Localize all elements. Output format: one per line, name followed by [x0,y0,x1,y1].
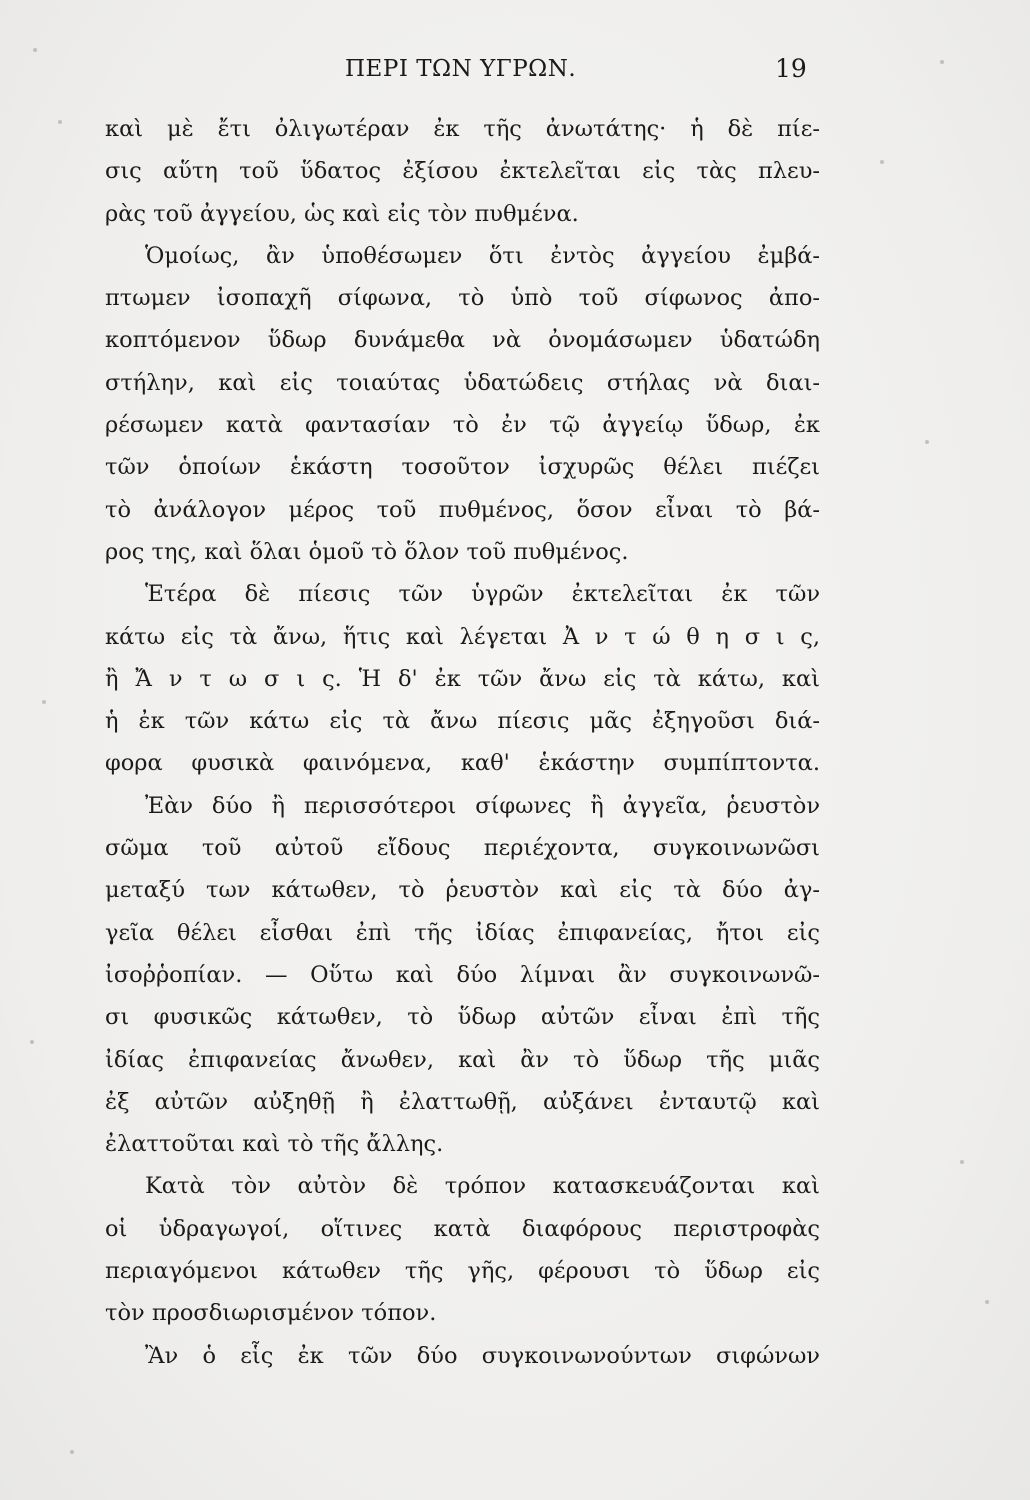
paper-speck [33,48,37,52]
paragraph-start-line: Κατὰ τὸν αὐτὸν δὲ τρόπον κατασκευάζονται καὶ [145,1173,820,1200]
paragraph-start-line: Ἐὰν δύο ἢ περισσότεροι σίφωνες ἢ ἀγγεῖα, ῥευστὸν [145,792,820,819]
text-line: φορα φυσικὰ φαινόμενα, καθ' ἑκάστην συμπίπτοντα. [105,750,820,777]
text-line: ρέσωμεν κατὰ φαντασίαν τὸ ἐν τῷ ἀγγείῳ ὕδωρ, ἐκ [105,412,820,439]
paper-speck [940,60,944,64]
page-number: 19 [775,54,807,83]
text-line: πτωμεν ἰσοπαχῆ σίφωνα, τὸ ὑπὸ τοῦ σίφωνος ἀπο- [105,285,820,312]
page-header [0,50,1030,90]
text-line: τὸν προσδιωρισμένον τόπον. [105,1300,437,1327]
text-line: σι φυσικῶς κάτωθεν, τὸ ὕδωρ αὐτῶν εἶναι ἐπὶ τῆς [105,1004,820,1031]
paper-speck [30,1040,34,1044]
running-title: ΠΕΡΙ ΤΩΝ ΥΓΡΩΝ. [345,56,577,82]
text-line: ἐξ αὐτῶν αὐξηθῇ ἢ ἐλαττωθῇ, αὐξάνει ἐνταυτῷ καὶ [105,1088,820,1115]
text-line: τὸ ἀνάλογον μέρος τοῦ πυθμένος, ὅσον εἶναι τὸ βά- [105,496,820,523]
text-line: καὶ μὲ ἔτι ὀλιγωτέραν ἐκ τῆς ἀνωτάτης· ἡ δὲ πίε- [105,116,820,142]
text-line: στήλην, καὶ εἰς τοιαύτας ὑδατώδεις στήλας νὰ διαι- [105,369,820,396]
text-line: ρὰς τοῦ ἀγγείου, ὡς καὶ εἰς τὸν πυθμένα. [105,200,579,227]
text-line: ἢ Ἄ ν τ ω σ ι ς. Ἡ δ' ἐκ τῶν ἄνω εἰς τὰ κάτω, καὶ [105,665,820,692]
text-line: μεταξύ των κάτωθεν, τὸ ῥευστὸν καὶ εἰς τὰ δύο ἀγ- [105,877,820,904]
text-line: οἱ ὑδραγωγοί, οἵτινες κατὰ διαφόρους περιστροφὰς [105,1215,820,1242]
text-line: τῶν ὁποίων ἑκάστη τοσοῦτον ἰσχυρῶς θέλει πιέζει [105,454,820,481]
paper-speck [42,700,46,704]
paragraph-start-line: Ὁμοίως, ἂν ὑποθέσωμεν ὅτι ἐντὸς ἀγγείου ἐμβά- [145,242,820,269]
text-line: ἡ ἐκ τῶν κάτω εἰς τὰ ἄνω πίεσις μᾶς ἐξηγοῦσι διά- [105,708,820,735]
text-line: σις αὕτη τοῦ ὕδατος ἐξίσου ἐκτελεῖται εἰς τὰς πλευ- [105,158,820,185]
paper-speck [880,160,884,164]
paper-speck [960,1160,964,1164]
paper-speck [985,1300,989,1304]
text-line: ἰδίας ἐπιφανείας ἄνωθεν, καὶ ἂν τὸ ὕδωρ τῆς μιᾶς [105,1046,820,1073]
paper-speck [925,440,929,444]
text-line: ἐλαττοῦται καὶ τὸ τῆς ἄλλης. [105,1131,444,1158]
body-text [105,108,820,1377]
paper-speck [70,1450,74,1454]
paragraph-start-line: Ἑτέρα δὲ πίεσις τῶν ὑγρῶν ἐκτελεῖται ἐκ τῶν [145,581,820,608]
text-line: κάτω εἰς τὰ ἄνω, ἥτις καὶ λέγεται Ἀ ν τ ώ θ η σ ι ς, [105,623,820,650]
text-line: ἰσοῤῥοπίαν. — Οὕτω καὶ δύο λίμναι ἂν συγκοινωνῶ- [105,961,820,988]
text-line: κοπτόμενον ὕδωρ δυνάμεθα νὰ ὀνομάσωμεν ὑδατώδη [105,327,820,354]
text-line: γεῖα θέλει εἶσθαι ἐπὶ τῆς ἰδίας ἐπιφανείας, ἤτοι εἰς [105,919,820,946]
text-line: σῶμα τοῦ αὐτοῦ εἴδους περιέχοντα, συγκοινωνῶσι [105,835,820,862]
text-line: περιαγόμενοι κάτωθεν τῆς γῆς, φέρουσι τὸ ὕδωρ εἰς [105,1258,820,1285]
paper-speck [58,120,62,124]
text-line: ρος της, καὶ ὅλαι ὁμοῦ τὸ ὅλον τοῦ πυθμένος. [105,538,629,565]
paragraph-start-line: Ἂν ὁ εἷς ἐκ τῶν δύο συγκοινωνούντων σιφώνων [145,1342,820,1369]
